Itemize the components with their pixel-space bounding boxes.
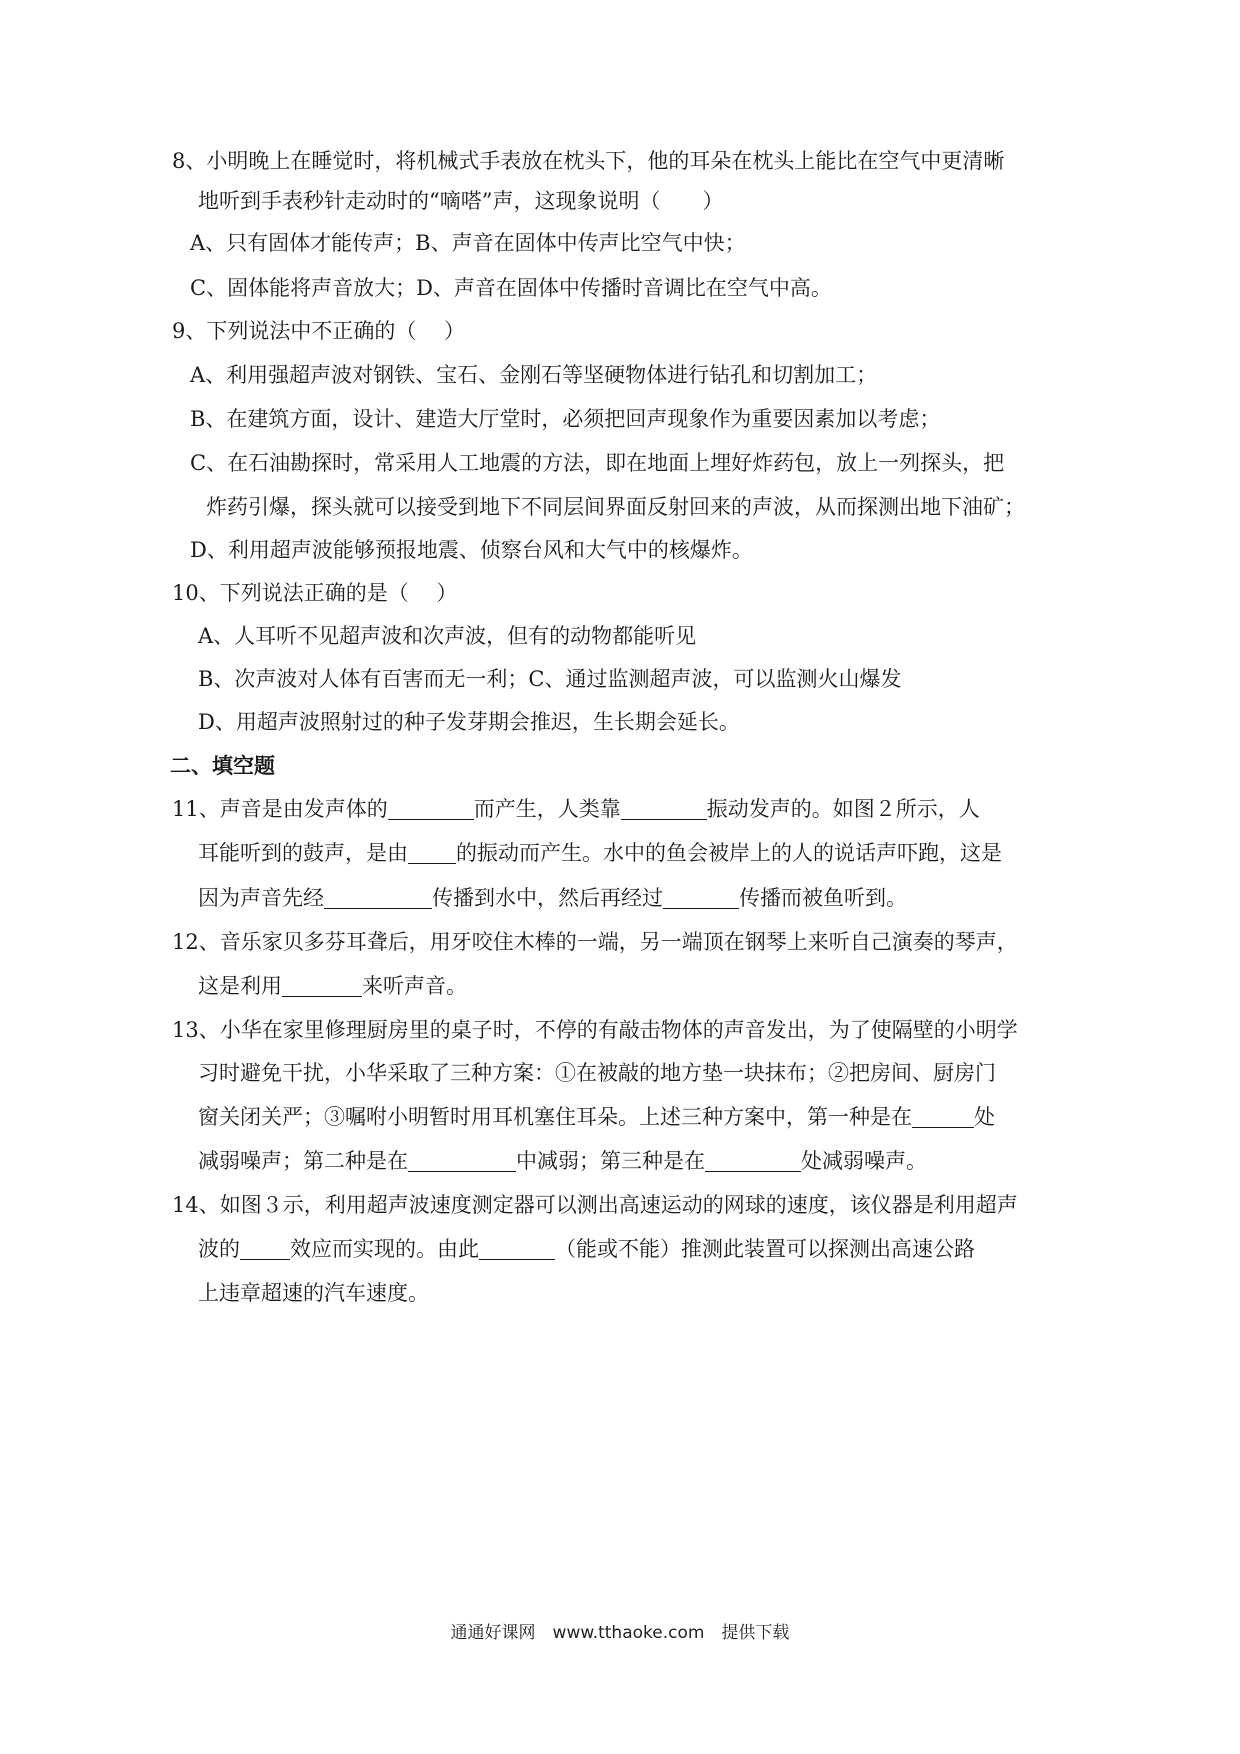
q13-text-e: 处减弱噪声。 (801, 1149, 927, 1173)
q11-text-a: 11、声音是由发声体的 (172, 797, 388, 821)
q11-text-e: 的振动而产生。水中的鱼会被岸上的人的说话声吓跑，这是 (456, 841, 1002, 865)
q12-blank-1[interactable] (282, 974, 362, 997)
q14-line-2 (198, 1234, 975, 1264)
q9-option-d: D、利用超声波能够预报地震、侦察台风和大气中的核爆炸。 (190, 538, 753, 562)
q9-option-c-cont: 炸药引爆，探头就可以接受到地下不同层间界面反射回来的声波，从而探测出地下油矿； (206, 495, 1025, 519)
q9-option-c: C、在石油勘探时，常采用人工地震的方法，即在地面上埋好炸药包，放上一列探头，把 (190, 451, 1005, 475)
q14-text-b: 效应而实现的。由此 (290, 1237, 479, 1261)
q10-option-a: A、人耳听不见超声波和次声波，但有的动物都能听见 (198, 624, 697, 648)
q12-line-1: 12、音乐家贝多芬耳聋后，用牙咬住木棒的一端，另一端顶在钢琴上来听自己演奏的琴声， (172, 930, 1018, 954)
q9-option-a: A、利用强超声波对钢铁、宝石、金刚石等坚硬物体进行钻孔和切割加工； (190, 363, 878, 387)
q8-line-2: 地听到手表秒针走动时的“嘀嗒”声，这现象说明（ ） (198, 189, 724, 213)
q12-line-2 (198, 971, 467, 1001)
section-heading-fill-in: 二、填空题 (170, 753, 275, 778)
q11-line-1 (172, 794, 980, 824)
q9-line-1: 9、下列说法中不正确的（ ） (172, 319, 466, 343)
q9-option-b: B、在建筑方面，设计、建造大厅堂时，必须把回声现象作为重要因素加以考虑； (190, 407, 941, 431)
page-footer: 通通好课网 www.tthaoke.com 提供下载 (450, 1623, 790, 1643)
q14-line-1: 14、如图３示，利用超声波速度测定器可以测出高速运动的网球的速度，该仪器是利用超声 (172, 1193, 1018, 1217)
q14-line-3: 上违章超速的汽车速度。 (198, 1281, 429, 1305)
q10-line-1: 10、下列说法正确的是（ ） (172, 581, 458, 605)
q11-text-c: 振动发声的。如图２所示，人 (706, 797, 980, 821)
q11-blank-4[interactable] (324, 886, 432, 909)
q14-blank-1[interactable] (240, 1237, 290, 1260)
q10-option-d: D、用超声波照射过的种子发芽期会推迟，生长期会延长。 (198, 710, 740, 734)
q13-blank-2[interactable] (408, 1149, 516, 1172)
q11-blank-2[interactable] (621, 797, 707, 820)
q11-line-2 (198, 838, 1002, 868)
q11-text-h: 传播而被鱼听到。 (739, 886, 907, 910)
q13-line-2: 习时避免干扰，小华采取了三种方案：①在被敲的地方垫一块抹布；②把房间、厨房门 (198, 1061, 996, 1085)
q8-option-c-d: C、固体能将声音放大；D、声音在固体中传播时音调比在空气中高。 (190, 276, 832, 300)
q12-text-a: 这是利用 (198, 974, 282, 998)
q13-text-c: 减弱噪声；第二种是在 (198, 1149, 408, 1173)
q11-text-d: 耳能听到的鼓声，是由 (198, 841, 408, 865)
q14-text-a: 波的 (198, 1237, 240, 1261)
q13-line-3 (198, 1102, 995, 1132)
q13-text-a: 窗关闭关严；③嘱咐小明暂时用耳机塞住耳朵。上述三种方案中，第一种是在 (198, 1105, 912, 1129)
q11-text-f: 因为声音先经 (198, 886, 324, 910)
q13-blank-1[interactable] (912, 1105, 974, 1128)
q14-text-c: （能或不能）推测此装置可以探测出高速公路 (555, 1237, 975, 1261)
q8-option-a-b: A、只有固体才能传声；B、声音在固体中传声比空气中快； (190, 231, 746, 255)
q11-text-g: 传播到水中，然后再经过 (432, 886, 663, 910)
q13-text-d: 中减弱；第三种是在 (516, 1149, 705, 1173)
q11-line-3 (198, 883, 907, 913)
q10-option-b-c: B、次声波对人体有百害而无一利；C、通过监测超声波，可以监测火山爆发 (198, 667, 902, 691)
q13-text-b: 处 (974, 1105, 995, 1129)
q14-blank-2[interactable] (479, 1237, 555, 1260)
q11-blank-3[interactable] (408, 841, 456, 864)
q12-text-b: 来听声音。 (362, 974, 467, 998)
q11-blank-1[interactable] (388, 797, 474, 820)
q11-blank-5[interactable] (663, 886, 739, 909)
q13-line-1: 13、小华在家里修理厨房里的桌子时，不停的有敲击物体的声音发出，为了使隔壁的小明学 (172, 1018, 1018, 1042)
q13-line-4 (198, 1146, 927, 1176)
q13-blank-3[interactable] (705, 1149, 801, 1172)
q8-line-1: 8、小明晚上在睡觉时，将机械式手表放在枕头下，他的耳朵在枕头上能比在空气中更清晰 (172, 149, 1005, 173)
q11-text-b: 而产生，人类靠 (473, 797, 621, 821)
